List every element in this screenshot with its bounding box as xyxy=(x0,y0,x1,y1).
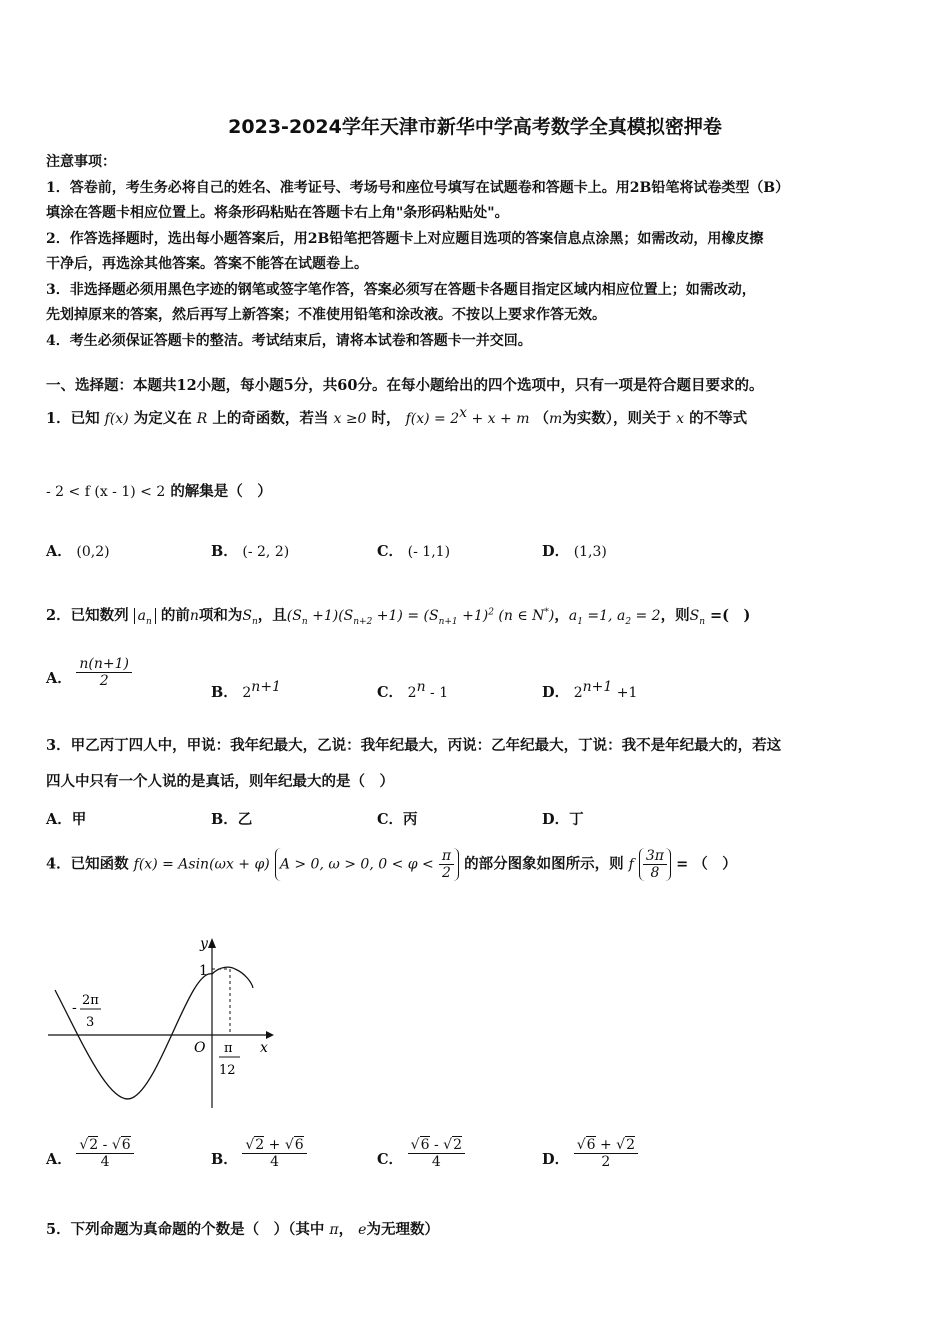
q2-num: 2．已知数列 xyxy=(46,607,129,624)
notes-line: 干净后，再选涂其他答案。答案不能答在试题卷上。 xyxy=(46,256,368,272)
notes-line: 1．答卷前，考生务必将自己的姓名、准考证号、考场号和座位号填写在试题卷和答题卡上。用2B铅笔将试卷类型（B） xyxy=(46,179,790,196)
q4-option-b[interactable] xyxy=(211,1137,307,1170)
radicand: 6 xyxy=(586,1137,596,1153)
option-label: A． xyxy=(46,543,72,560)
q2-option-b[interactable] xyxy=(211,679,281,702)
q2-a-frac xyxy=(76,656,132,689)
radicand: 6 xyxy=(294,1137,304,1153)
frac-den: 4 xyxy=(100,1154,110,1170)
question-4 xyxy=(46,848,737,881)
option-value: (- 1,1) xyxy=(407,544,451,560)
option-label: A． xyxy=(46,811,72,828)
frac-num: π xyxy=(439,848,454,865)
q1-option-d[interactable] xyxy=(542,540,607,561)
q2-init: = 2 xyxy=(631,608,661,624)
q1-sup: x xyxy=(459,405,468,421)
q2-text: ，则 xyxy=(660,607,690,624)
option-value: 乙 xyxy=(237,811,253,828)
q4-func: f(x) = Asin(ωx + φ) xyxy=(133,856,270,873)
q1-r: R xyxy=(196,410,208,427)
q2-sn: S xyxy=(242,608,252,624)
q1-ineq: - 2 < f (x - 1) < 2 xyxy=(46,484,166,500)
radicand: 2 xyxy=(453,1137,462,1153)
q4-text: 的部分图象如图所示，则 xyxy=(464,855,624,873)
radicand: 2 xyxy=(89,1137,99,1153)
right-num: π xyxy=(224,1041,233,1056)
q5-sep: ， xyxy=(338,1221,354,1238)
q1-cond: x ≥0 xyxy=(333,410,367,427)
q2-sn: S xyxy=(689,608,700,624)
q2-rel: (n ∈ N xyxy=(493,608,545,624)
q2-text: ，且 xyxy=(257,607,287,624)
option-label: C． xyxy=(377,1151,404,1168)
frac-num: 3π xyxy=(643,848,667,865)
q3-line: 3．甲乙丙丁四人中，甲说：我年纪最大，乙说：我年纪最大，丙说：乙年纪最大，丁说：我不是年纪最大的，若这 xyxy=(46,737,782,754)
option-value: (1,3) xyxy=(573,544,607,560)
q2-init: =1, a xyxy=(582,608,626,624)
q1-text: 为定义在 xyxy=(133,409,192,427)
y-label: y xyxy=(200,936,208,952)
origin-label: O xyxy=(194,1040,206,1056)
frac-den: 2 xyxy=(601,1154,611,1170)
option-value: 丙 xyxy=(403,811,418,828)
q1-num: 1．已知 xyxy=(46,409,100,427)
option-value: 2 xyxy=(407,684,417,701)
q2-option-c[interactable] xyxy=(377,679,448,702)
radicand: 2 xyxy=(255,1137,265,1153)
q2-init: a xyxy=(568,608,578,624)
q2-rel: +1)(S xyxy=(307,608,354,624)
q4-cond-paren xyxy=(275,848,459,881)
notes-line: 3．非选择题必须用黑色字迹的钢笔或签字笔作答，答案必须写在答题卡各题目指定区域内相应位置上；如需改动， xyxy=(46,281,756,298)
frac-den: 4 xyxy=(431,1154,441,1170)
q5-tail: 为无理数） xyxy=(366,1221,439,1238)
option-value: 2 xyxy=(573,684,583,701)
x-label: x xyxy=(260,1040,268,1056)
notes-line: 2．作答选择题时，选出每小题答案后，用2B铅笔把答题卡上对应题目选项的答案信息点涂黑；如需改动，用橡皮擦 xyxy=(46,230,764,247)
frac-den: 2 xyxy=(441,865,451,881)
q1-option-c[interactable] xyxy=(377,540,450,561)
option-label: C． xyxy=(377,683,404,701)
q3-option-b[interactable] xyxy=(211,808,252,829)
q1-option-a[interactable] xyxy=(46,540,110,561)
q2-an: a xyxy=(137,608,147,624)
option-value: 2 xyxy=(242,684,252,701)
q3-option-d[interactable] xyxy=(542,808,584,829)
option-label: B． xyxy=(211,543,238,560)
q5-pi: π xyxy=(329,1222,339,1238)
operator: + xyxy=(595,1137,617,1153)
right-den: 12 xyxy=(219,1063,236,1078)
q1-text: 的解集是（ ） xyxy=(170,483,272,500)
option-value: 丁 xyxy=(569,811,584,828)
option-value: (- 2, 2) xyxy=(242,544,290,560)
q5-text: 5．下列命题为真命题的个数是（ ）（其中 xyxy=(46,1221,325,1238)
q4-a-frac: $\frac{√2 - √6}{4}$ xyxy=(76,1136,133,1170)
option-tail: - 1 xyxy=(425,684,449,701)
q1-m: m xyxy=(549,410,563,427)
q3-option-a[interactable] xyxy=(46,808,86,829)
frac-den: 4 xyxy=(270,1154,279,1170)
question-5 xyxy=(46,1218,439,1239)
q2-rel: +1) = (S xyxy=(372,608,439,624)
notes-section xyxy=(46,150,906,354)
option-label: D． xyxy=(542,543,570,560)
q4-arg-frac xyxy=(643,848,667,881)
operator: + xyxy=(264,1137,285,1153)
option-value: 甲 xyxy=(71,811,87,828)
q4-f: f xyxy=(628,856,634,873)
q2-text: =( ) xyxy=(704,607,751,624)
q1-fx: f(x) xyxy=(104,410,129,427)
q1-text: （ xyxy=(534,409,550,427)
q2-rel: (S xyxy=(286,608,302,624)
q1-option-b[interactable] xyxy=(211,540,289,561)
left-den: 3 xyxy=(86,1015,95,1030)
frac-num: n(n+1) xyxy=(76,656,132,673)
question-1-ineq xyxy=(46,480,272,501)
notes-line: 先划掉原来的答案，然后再写上新答案；不准使用铅笔和涂改液。不按以上要求作答无效。 xyxy=(46,307,606,323)
radicand: 6 xyxy=(121,1137,131,1153)
q1-text: 时， xyxy=(371,409,401,427)
section-heading: 一、选择题：本题共12小题，每小题5分，共60分。在每小题给出的四个选项中，只有一项是符合题目要求的。 xyxy=(46,377,764,394)
neg-sign: - xyxy=(72,1000,77,1016)
notes-line: 填涂在答题卡相应位置上。将条形码粘贴在答题卡右上角"条形码粘贴处"。 xyxy=(46,205,509,221)
q4-cond: A > 0, ω > 0, 0 < φ < xyxy=(279,856,434,873)
option-label: D． xyxy=(542,683,570,701)
q4-pi-frac xyxy=(439,848,454,881)
radicand: 6 xyxy=(420,1137,430,1153)
q4-b-frac: $\frac{√2 + √6}{4}$ xyxy=(242,1136,306,1170)
option-label: C． xyxy=(377,811,404,828)
option-label: B． xyxy=(211,1151,238,1168)
notes-heading: 注意事项： xyxy=(46,154,116,170)
option-label: A． xyxy=(46,1151,72,1168)
q4-arg-paren xyxy=(639,848,671,881)
option-tail: +1 xyxy=(612,684,638,701)
option-sup: n+1 xyxy=(582,679,613,695)
q3-option-c[interactable] xyxy=(377,808,418,829)
page-title: 2023-2024学年天津市新华中学高考数学全真模拟密押卷 xyxy=(228,116,722,138)
q2-rel: ) xyxy=(548,608,555,624)
q4-option-a[interactable] xyxy=(46,1137,134,1170)
q2-n: n xyxy=(189,608,199,624)
q2-text: ， xyxy=(554,607,569,624)
y-axis-arrow xyxy=(208,938,216,948)
q2-text: 项和为 xyxy=(198,607,243,624)
q2-option-d[interactable] xyxy=(542,679,637,702)
question-2: 2．已知数列 $a_n$ 的前n项和为$S_n$，且$(S_n +1)(S_{n+2} +1) = (S_{n+1} +1)^2$ (n ∈ N*)，$a_1 =1$, $a_2 = 2$，则$S_n$ =( ) xyxy=(46,607,751,627)
question-3 xyxy=(46,728,906,800)
q2-text: 的前 xyxy=(160,607,190,624)
q3-line: 四人中只有一个人说的是真话，则年纪最大的是（ ） xyxy=(46,773,394,790)
q4-option-c[interactable] xyxy=(377,1137,465,1170)
option-label: C． xyxy=(377,543,404,560)
q4-num: 4．已知函数 xyxy=(46,855,129,873)
one-label: 1 xyxy=(199,963,208,979)
radicand: 2 xyxy=(626,1137,636,1153)
operator: - xyxy=(429,1137,444,1153)
q4-text: = （ ） xyxy=(676,855,737,873)
q1-x: x xyxy=(676,410,685,427)
sine-curve xyxy=(55,967,253,1099)
q2-option-a[interactable] xyxy=(46,655,132,689)
q4-option-d[interactable] xyxy=(542,1137,638,1170)
option-label: D． xyxy=(542,811,570,828)
q5-e: e xyxy=(358,1222,367,1238)
q1-text: 为实数），则关于 xyxy=(562,409,672,427)
question-1 xyxy=(46,405,747,428)
option-label: D． xyxy=(542,1151,570,1168)
q4-d-frac: $\frac{√6 + √2}{2}$ xyxy=(574,1136,638,1170)
frac-den: 2 xyxy=(99,672,109,689)
q1-text: 的不等式 xyxy=(689,409,748,427)
q4-c-frac: $\frac{√6 - √2}{4}$ xyxy=(408,1136,465,1170)
option-value: (0,2) xyxy=(76,544,110,560)
frac-den: 8 xyxy=(650,865,660,881)
option-label: B． xyxy=(211,811,238,828)
q4-graph xyxy=(40,928,280,1113)
operator: - xyxy=(98,1137,112,1153)
option-sup: n xyxy=(416,679,426,695)
option-label: B． xyxy=(211,683,238,701)
q1-expr: f(x) = 2 xyxy=(405,410,460,427)
x-axis-arrow xyxy=(266,1031,274,1039)
q1-expr2: + x + m xyxy=(467,410,530,427)
option-label: A． xyxy=(46,670,72,687)
left-num: 2π xyxy=(82,993,99,1008)
q2-rel: +1) xyxy=(457,608,489,624)
notes-line: 4．考生必须保证答题卡的整洁。考试结束后，请将本试卷和答题卡一并交回。 xyxy=(46,332,532,349)
q1-text: 上的奇函数，若当 xyxy=(212,409,329,427)
option-sup: n+1 xyxy=(251,679,281,695)
